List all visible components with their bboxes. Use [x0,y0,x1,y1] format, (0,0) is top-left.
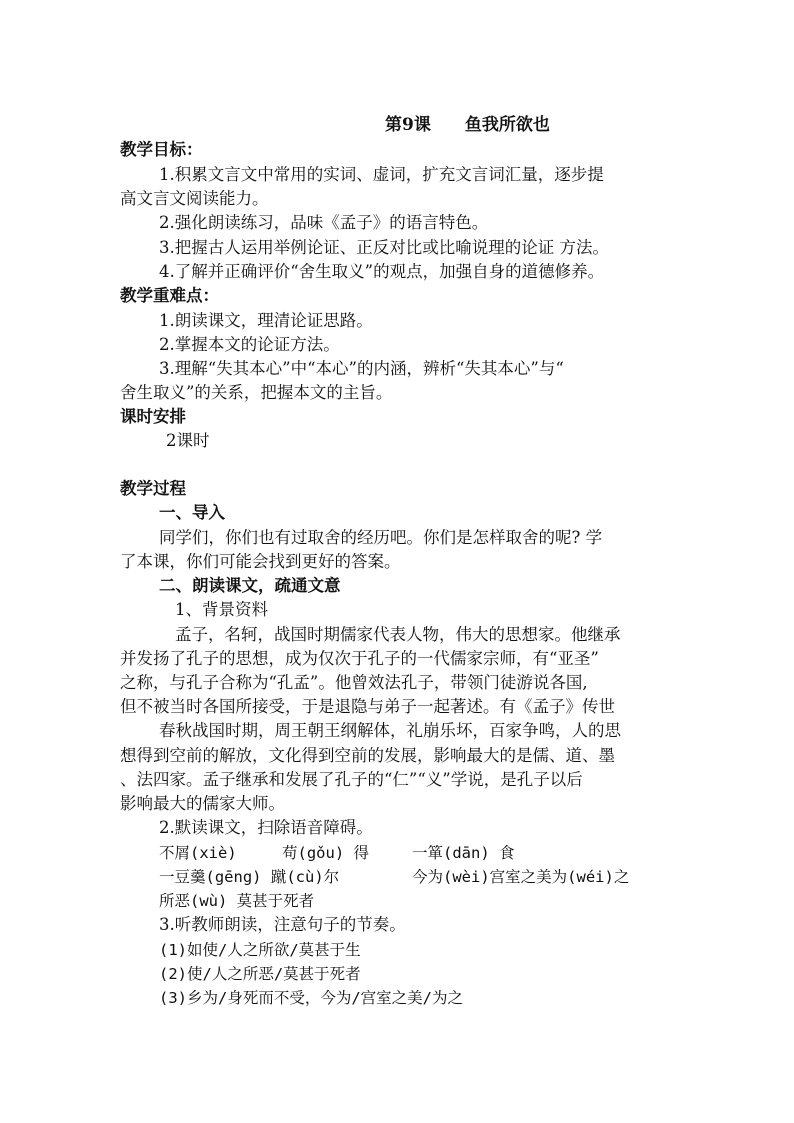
objective-line: 2.强化朗读练习，品味《孟子》的语言特色。 [159,213,489,232]
objective-line: 4.了解并正确评价“舍生取义”的观点，加强自身的道德修养。 [159,262,605,281]
objective-line: 1.积累文言文中常用的实词、虚词，扩充文言词汇量，逐步提 [159,165,604,184]
pronunciation-item: 今为(wèi)宫室之美为(wéi)之 [412,868,630,886]
background-line: 并发扬了孔子的思想，成为仅次于孔子的一代儒家宗师，有“亚圣” [120,649,599,668]
rhythm-line: (3)乡为/身死而不受，今为/宫室之美/为之 [159,989,463,1007]
heading-process: 教学过程 [120,479,186,498]
pronunciation-item: 苟(gǒu) 得 [282,844,369,862]
objective-line: 3.把握古人运用举例论证、正反对比或比喻说理的论证 方法。 [159,238,609,257]
key-point-line: 1.朗读课文，理清论证思路。 [159,311,373,330]
intro-line: 同学们，你们也有过取舍的经历吧。你们是怎样取舍的呢? 学 [159,528,603,547]
heading-intro: 一、导入 [159,503,225,522]
background-line: 想得到空前的解放，文化得到空前的发展，影响最大的是儒、道、墨 [120,746,615,765]
lesson-title: 第9课 鱼我所欲也 [385,115,550,135]
objective-line: 高文言文阅读能力。 [120,189,269,208]
pronunciation-item: 所恶(wù) 莫甚于死者 [159,892,315,910]
heading-key-points: 教学重难点： [120,286,219,305]
key-point-line: 舍生取义”的关系，把握本文的主旨。 [120,383,393,402]
background-line: 孟子，名轲，战国时期儒家代表人物，伟大的思想家。他继承 [175,625,621,644]
sub-heading-pronunciation: 2.默读课文，扫除语音障碍。 [159,818,373,837]
background-line: 春秋战国时期，周王朝王纲解体，礼崩乐坏，百家争鸣，人的思 [159,721,621,740]
schedule-value: 2课时 [166,431,210,450]
key-point-line: 2.掌握本文的论证方法。 [159,335,340,354]
rhythm-line: (2)使/人之所恶/莫甚于死者 [159,965,361,983]
heading-reading: 二、朗读课文，疏通文意 [159,576,341,595]
key-point-line: 3.理解“失其本心”中“本心”的内涵，辨析“失其本心”与“ [159,359,564,378]
heading-schedule: 课时安排 [120,407,186,426]
background-line: 、法四家。孟子继承和发展了孔子的“仁”“义”学说，是孔子以后 [120,770,583,789]
background-line: 影响最大的儒家大师。 [120,794,285,813]
pronunciation-item: 一箪(dān) 食 [412,844,515,862]
background-line: 但不被当时各国所接受，于是退隐与弟子一起著述。有《孟子》传世 [120,697,615,716]
rhythm-line: (1)如使/人之所欲/莫甚于生 [159,941,361,959]
pronunciation-item: 不屑(xiè) [159,844,237,862]
pronunciation-item: 一豆羹(gēng) 蹴(cù)尔 [159,868,340,886]
heading-objectives: 教学目标： [120,140,203,159]
sub-heading-rhythm: 3.听教师朗读，注意句子的节奏。 [159,915,406,934]
sub-heading-background: 1、背景资料 [175,600,268,619]
background-line: 之称，与孔子合称为“孔孟”。他曾效法孔子，带领门徒游说各国, [120,673,588,692]
intro-line: 了本课，你们可能会找到更好的答案。 [120,552,401,571]
